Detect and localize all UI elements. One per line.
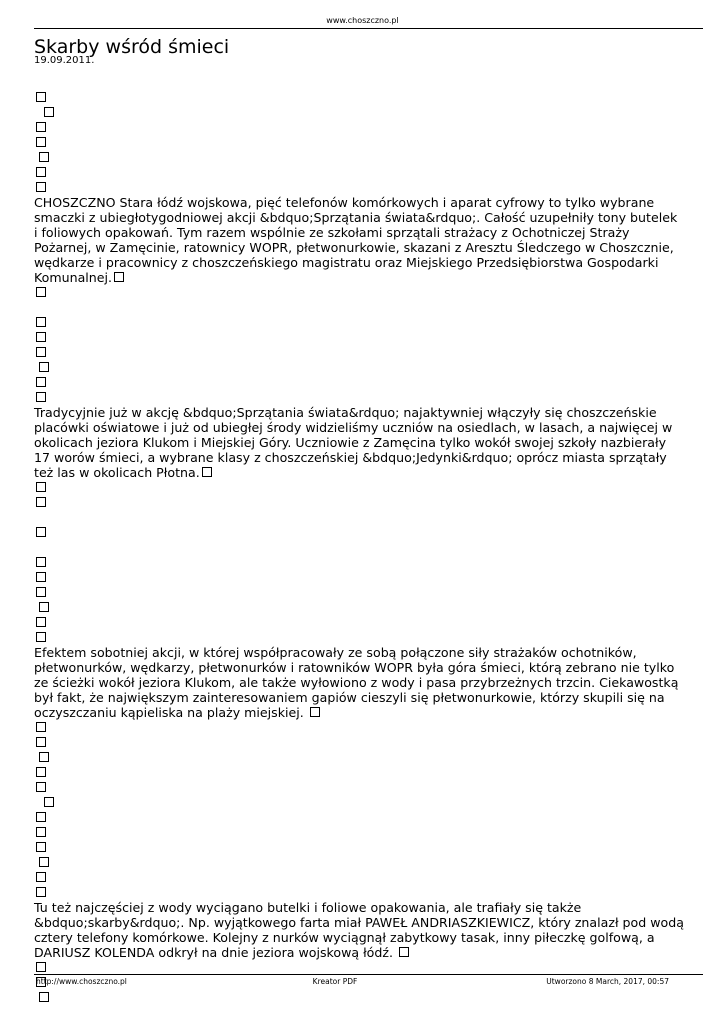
missing-glyph-icon	[36, 632, 46, 642]
article-date: 19.09.2011.	[34, 55, 95, 66]
footer-url: http://www.choszczno.pl	[36, 977, 127, 986]
missing-glyph-icon	[36, 767, 46, 777]
missing-glyph-icon	[39, 752, 49, 762]
missing-glyph-icon	[44, 107, 54, 117]
article-paragraph-2: Tradycyjnie już w akcję &bdquo;Sprzątania świata&rdquo; najaktywniej włączyły się choszczeńskie placówki oświatowe i już od ubiegłej środy widzieliśmy uczniów na osiedlach, w lasach, a najwięcej w okolicach jeziora Klukom i Miejskiej Góry. Uczniowie z Zamęcina tylko wokół swojej szkoły nazbierały 17 worów śmieci, a wybrane klasy z choszczeńskiej &bdquo;Jedynki&rdquo; oprócz miasta sprzątały też las w okolicach Płotna.	[34, 405, 673, 480]
missing-glyph-icon	[36, 842, 46, 852]
missing-glyph-icon	[36, 962, 46, 972]
article-paragraph-4: Tu też najczęściej z wody wyciągano butelki i foliowe opakowania, ale trafiały się także &bdquo;skarby&rdquo;. Np. wyjątkowego farta miał PAWEŁ ANDRIASZKIEWICZ, który znalazł pod wodą cztery telefony komórkowe. Kolejny z nurków wyciągnął zabytkowy tasak, inny piłeczkę golfową, a DARIUSZ KOLENDA odkrył na dnie jeziora wojskową łódź.	[34, 900, 684, 960]
missing-glyph-icon	[39, 362, 49, 372]
footer-generator: Kreator PDF	[312, 977, 358, 986]
missing-glyph-icon	[36, 347, 46, 357]
article-paragraph-3: Efektem sobotniej akcji, w której współpracowały ze sobą połączone siły strażaków ochotników, płetwonurków, wędkarzy, płetwonurków i ratowników WOPR była góra śmieci, którą zebrano nie tylko ze ścieżki wokół jeziora Klukom, ale także wyłowiono z wody i pasa przybrzeżnych trzcin. Ciekawostką był fakt, że największym zainteresowaniem gapiów cieszyli się płetwonurkowie, którzy skupili się na oczyszczaniu kąpieliska na plaży miejskiej.	[34, 645, 679, 720]
missing-glyph-icon	[114, 272, 124, 282]
missing-glyph-icon	[36, 482, 46, 492]
missing-glyph-icon	[36, 377, 46, 387]
article-body	[34, 90, 684, 1005]
missing-glyph-icon	[36, 887, 46, 897]
missing-glyph-icon	[44, 797, 54, 807]
missing-glyph-icon	[36, 782, 46, 792]
footer-created: Utworzono 8 March, 2017, 00:57	[546, 977, 669, 986]
missing-glyph-icon	[36, 287, 46, 297]
missing-glyph-icon	[36, 92, 46, 102]
missing-glyph-icon	[39, 602, 49, 612]
article-paragraph-1: CHOSZCZNO Stara łódź wojskowa, pięć telefonów komórkowych i aparat cyfrowy to tylko wybrane smaczki z ubiegłotygodniowej akcji &bdquo;Sprzątania świata&rdquo;. Całość uzupełniły tony butelek i foliowych opakowań. Tym razem wspólnie ze szkołami sprzątali strażacy z Ochotniczej Straży Pożarnej, w Zamęcinie, ratownicy WOPR, płetwonurkowie, skazani z Aresztu Śledczego w Choszcznie, wędkarze i pracownicy z choszczeńskiego magistratu oraz Miejskiego Przedsiębiorstwa Gospodarki Komunalnej.	[34, 195, 678, 285]
missing-glyph-icon	[36, 497, 46, 507]
footer-divider	[34, 974, 703, 975]
missing-glyph-icon	[202, 467, 212, 477]
missing-glyph-icon	[36, 137, 46, 147]
missing-glyph-icon	[310, 707, 320, 717]
missing-glyph-icon	[36, 737, 46, 747]
missing-glyph-icon	[36, 557, 46, 567]
missing-glyph-icon	[399, 947, 409, 957]
missing-glyph-icon	[36, 182, 46, 192]
missing-glyph-icon	[36, 332, 46, 342]
header-divider	[34, 28, 703, 29]
missing-glyph-icon	[36, 527, 46, 537]
missing-glyph-icon	[39, 992, 49, 1002]
missing-glyph-icon	[36, 587, 46, 597]
missing-glyph-icon	[36, 167, 46, 177]
missing-glyph-icon	[36, 122, 46, 132]
missing-glyph-icon	[36, 722, 46, 732]
missing-glyph-icon	[36, 617, 46, 627]
missing-glyph-icon	[36, 572, 46, 582]
missing-glyph-icon	[36, 392, 46, 402]
missing-glyph-icon	[39, 152, 49, 162]
missing-glyph-icon	[36, 812, 46, 822]
article-title: Skarby wśród śmieci	[34, 36, 230, 58]
missing-glyph-icon	[39, 857, 49, 867]
missing-glyph-icon	[36, 872, 46, 882]
header-site-url: www.choszczno.pl	[326, 16, 399, 25]
missing-glyph-icon	[36, 827, 46, 837]
missing-glyph-icon	[36, 317, 46, 327]
